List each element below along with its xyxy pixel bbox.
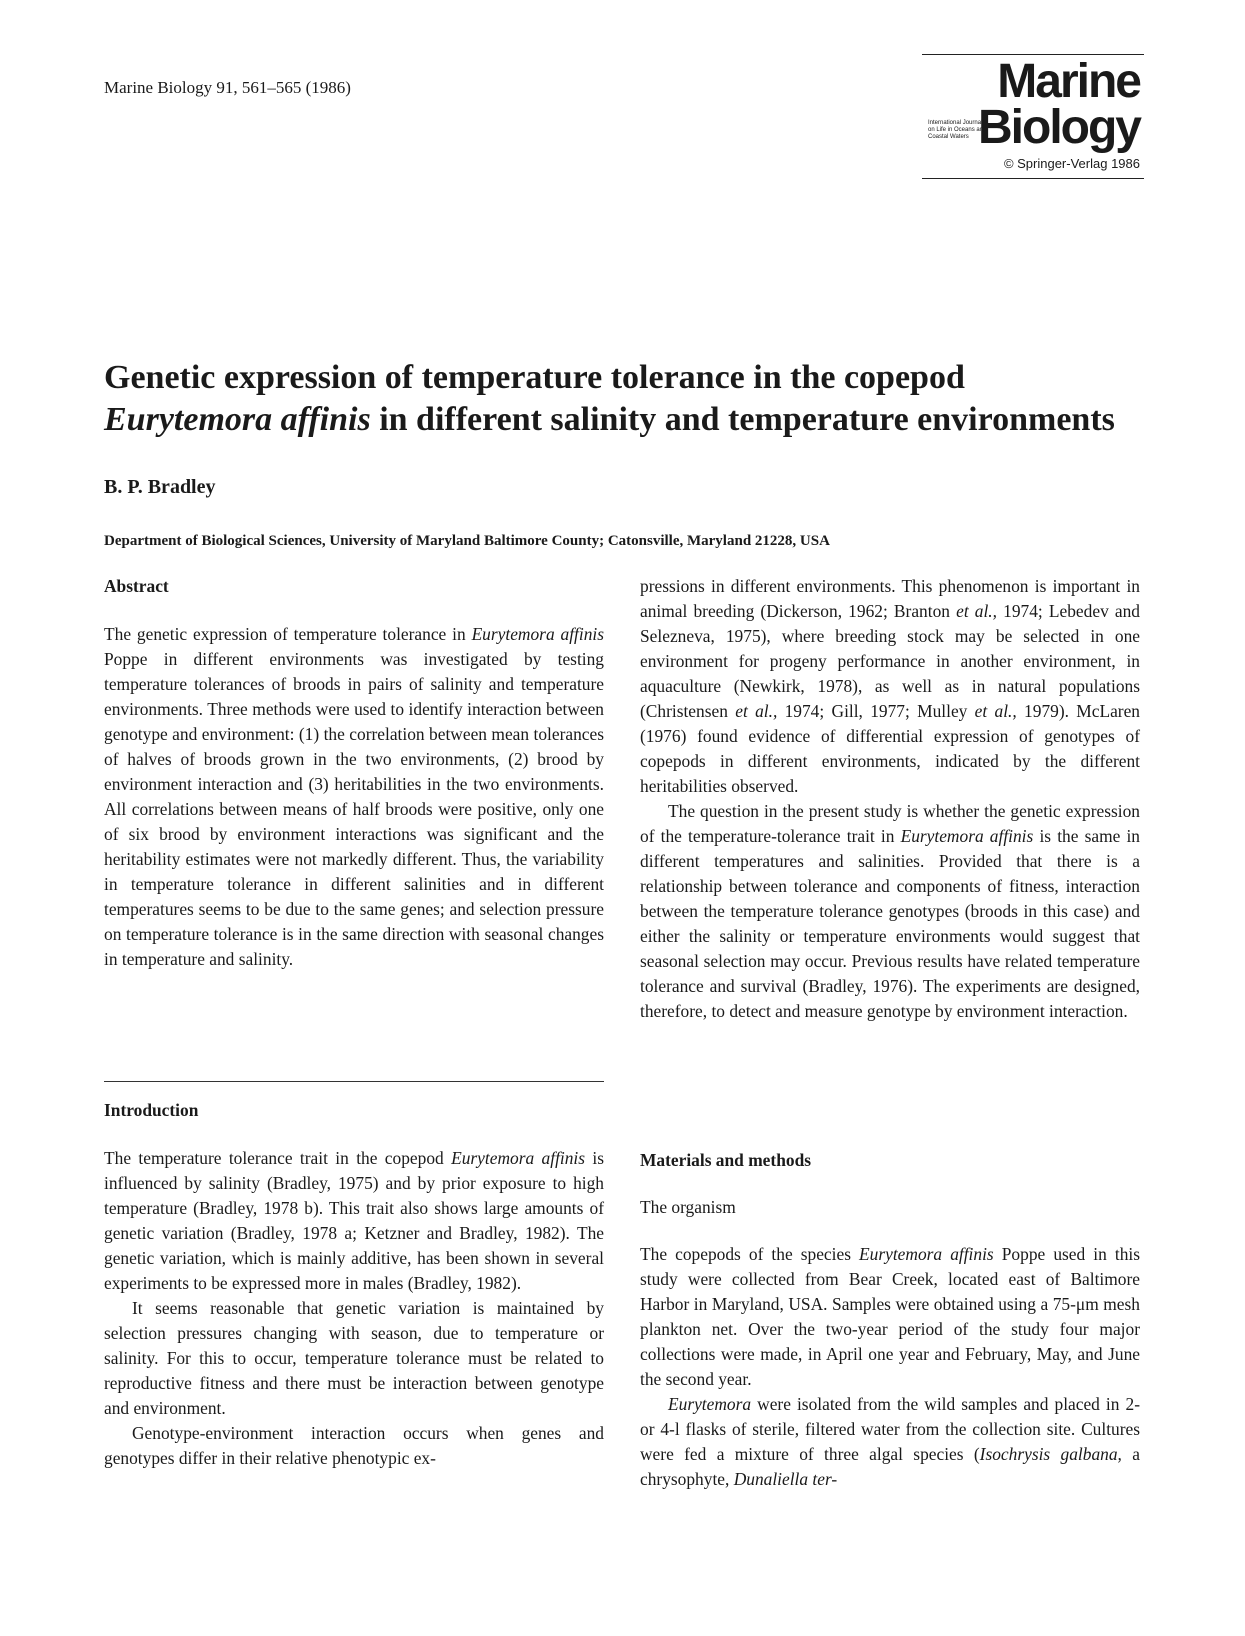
intro-p1-species: Eurytemora affinis xyxy=(451,1148,586,1168)
methods-section xyxy=(640,1148,1140,1492)
methods-p1-species: Eurytemora affinis xyxy=(859,1244,994,1264)
intro-etal-3: et al., xyxy=(974,701,1017,721)
introduction-paragraph-2: It seems reasonable that genetic variation is maintained by selection pressures changing with season, due to temperature or salinity. For this to occur, temperature tolerance must be related to reproductive fitness and there must be interaction between genotype and environment. xyxy=(104,1298,604,1418)
intro-p3-cont-b: 1974; Lebedev and Selezneva, 1975), where breeding stock may be selected in one environment for progeny performance in another environment, in aquaculture (Newkirk, 1978), as well as in natural populations (Christensen xyxy=(640,601,1141,721)
logo-word-marine: Marine xyxy=(997,55,1140,108)
methods-p2-alga-2: Dunaliella ter- xyxy=(733,1469,838,1489)
abstract-text-b: Poppe in different environments was investigated by testing temperature tolerances of broods in pairs of salinity and temperature environments. Three methods were used to identify interaction between genotype and environment: (1) the correlation between mean tolerances of halves of broods grown in the two environments, (2) brood by environment interaction and (3) heritabilities in the two environments. All correlations between means of half broods were positive, only one of six brood by environment interactions was significant and the heritability estimates were not markedly different. Thus, the variability in temperature tolerance in different salinities and in different temperatures seems to be due to the same genes; and selection pressure on temperature tolerance is in the same direction with seasonal changes in temperature and salinity. xyxy=(104,649,604,969)
methods-heading: Materials and methods xyxy=(640,1150,812,1170)
logo-tagline: International Journal on Life in Oceans and Coastal Waters xyxy=(928,120,987,140)
intro-p4-a: The question in the present study is whether the genetic expression of the temperature-tolerance trait in xyxy=(640,801,1140,846)
title-line-2 xyxy=(104,399,1144,441)
logo-word-biology: Biology xyxy=(978,101,1140,154)
intro-p3-cont-c: 1974; Gill, 1977; Mulley xyxy=(777,701,975,721)
methods-p2-alga-1: Isochrysis galbana, xyxy=(979,1444,1122,1464)
author-name: B. P. Bradley xyxy=(104,476,216,498)
methods-subheading: The organism xyxy=(640,1197,736,1217)
intro-p1-a: The temperature tolerance trait in the copepod xyxy=(104,1148,452,1168)
introduction-heading: Introduction xyxy=(104,1100,199,1120)
introduction-continued xyxy=(640,574,1140,1024)
abstract-heading: Abstract xyxy=(104,576,169,596)
introduction-section xyxy=(104,1098,604,1471)
intro-etal-2: et al., xyxy=(735,701,778,721)
abstract-divider xyxy=(104,1081,604,1082)
abstract-section xyxy=(104,574,604,972)
copyright-notice: © Springer-Verlag 1986 xyxy=(1003,156,1140,171)
logo-bottom-rule xyxy=(922,178,1144,179)
methods-p2-b: a chrysophyte, xyxy=(640,1444,1140,1489)
intro-p4-b: is the same in different temperatures and salinities. Provided that there is a relationship between tolerance and components of fitness, interaction between the temperature tolerance genotypes (broods in this case) and either the salinity or temperature environments would suggest that seasonal selection may occur. Previous results have related temperature tolerance and survival (Bradley, 1976). The experiments are designed, therefore, to detect and measure genotype by environment interaction. xyxy=(640,826,1141,1021)
intro-p3-cont-d: 1979). McLaren (1976) found evidence of differential expression of genotypes of copepods in different environments, indicated by the different heritabilities observed. xyxy=(640,701,1140,796)
intro-p3-cont-a: pressions in different environments. This phenomenon is important in animal breeding (Dickerson, 1962; Branton xyxy=(640,576,1140,621)
methods-paragraph-1 xyxy=(640,1242,1140,1392)
methods-p1-b: Poppe used in this study were collected from Bear Creek, located east of Baltimore Harbor in Maryland, USA. Samples were obtained using a 75-μm mesh plankton net. Over the two-year period of the study four major collections were made, in April one year and February, May, and June the second year. xyxy=(640,1244,1140,1389)
author-affiliation: Department of Biological Sciences, University of Maryland Baltimore County; Catonsville, Maryland 21228, USA xyxy=(104,533,830,549)
methods-p2-genus: Eurytemora xyxy=(668,1394,752,1414)
intro-p4-species: Eurytemora affinis xyxy=(900,826,1034,846)
abstract-species: Eurytemora affinis xyxy=(471,624,604,644)
methods-paragraph-2 xyxy=(640,1392,1140,1492)
intro-etal-1: et al., xyxy=(956,601,998,621)
journal-logo xyxy=(922,48,1144,180)
abstract-text-a: The genetic expression of temperature tolerance in xyxy=(104,624,472,644)
article-title xyxy=(104,357,1144,441)
methods-p1-a: The copepods of the species xyxy=(640,1244,860,1264)
intro-p1-b: is influenced by salinity (Bradley, 1975) and by prior exposure to high temperature (Bradley, 1978 b). This trait also shows large amounts of genetic variation (Bradley, 1978 a; Ketzner and Bradley, 1982). The genetic variation, which is mainly additive, has been shown in several experiments to be expressed more in males (Bradley, 1982). xyxy=(104,1148,605,1293)
title-line-2-rest: in different salinity and temperature environments xyxy=(370,401,1115,438)
title-line-1: Genetic expression of temperature tolerance in the copepod xyxy=(104,359,965,396)
introduction-paragraph-4 xyxy=(640,799,1140,1024)
journal-reference: Marine Biology 91, 561–565 (1986) xyxy=(104,78,351,97)
methods-p2-a: were isolated from the wild samples and placed in 2- or 4-l flasks of sterile, filtered water from the collection site. Cultures were fed a mixture of three algal species ( xyxy=(640,1394,1140,1464)
introduction-paragraph-1 xyxy=(104,1146,604,1296)
introduction-paragraph-3-continued xyxy=(640,574,1140,799)
introduction-paragraph-3: Genotype-environment interaction occurs when genes and genotypes differ in their relative phenotypic ex- xyxy=(104,1423,604,1468)
title-species: Eurytemora affinis xyxy=(104,401,371,438)
abstract-text xyxy=(104,622,604,972)
